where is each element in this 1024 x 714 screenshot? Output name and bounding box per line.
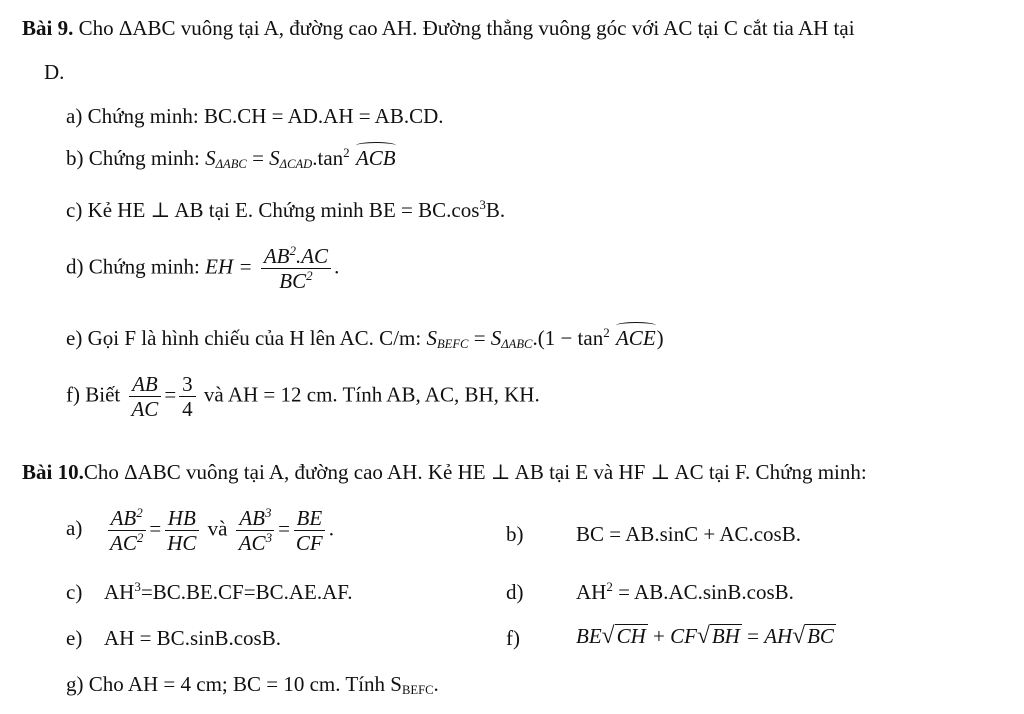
bai10-e-label: e) (66, 626, 83, 650)
bai9-c-text: c) Kẻ HE ⊥ AB tại E. Chứng minh BE = BC.cos (66, 198, 480, 222)
bai9-d-den-sup: 2 (306, 268, 313, 284)
bai9-part-f (66, 372, 540, 421)
bai9-f-frac1-num: AB (129, 372, 161, 397)
bai10-f-r1: CH (616, 624, 646, 648)
bai9-b-angle: ACB (355, 146, 396, 170)
bai9-part-e (66, 326, 664, 352)
bai9-f-frac2-num: 3 (179, 372, 196, 397)
bai10-a-f3-num: AB (239, 506, 265, 530)
bai10-d-sup: 2 (606, 579, 613, 594)
bai9-e-mid: .(1 − tan (532, 326, 604, 350)
bai10-intro (22, 460, 867, 485)
bai9-c-sup: 3 (479, 197, 486, 212)
bai10-d-pre: AH (576, 580, 607, 604)
bai10-a-f1-num: AB (110, 506, 137, 530)
bai9-part-d (66, 244, 339, 293)
bai9-intro-line1 (22, 16, 855, 41)
bai10-a-eq1: = (149, 516, 162, 541)
bai9-f-frac2 (179, 372, 196, 421)
bai10-a-f1-den-sup: 2 (136, 530, 144, 546)
bai10-a-f3-den-sup: 3 (265, 530, 273, 546)
bai10-a-f1-den: AC (110, 531, 137, 556)
bai9-d-fraction (261, 244, 331, 293)
bai10-a-label: a) (66, 516, 83, 541)
bai10-d-post: = AB.AC.sinB.cosB. (612, 580, 794, 604)
bai10-b-label: b) (506, 522, 524, 546)
bai10-f-eq: = (741, 624, 765, 648)
bai9-a-label: a) Chứng minh: (66, 104, 204, 128)
bai10-a-f3-num-sup: 3 (264, 505, 272, 520)
bai10-f-sqrt1: √CH (601, 623, 646, 649)
bai10-f-sqrt3: √BC (792, 623, 834, 649)
bai10-f-r2: BH (711, 624, 740, 648)
bai9-b-eq: = (246, 146, 270, 170)
bai9-part-c (66, 198, 505, 223)
bai9-title: Bài 9. (22, 16, 74, 40)
bai9-f-frac1 (128, 372, 161, 421)
bai9-part-a (66, 104, 444, 129)
bai9-d-label: d) Chứng minh: (66, 254, 206, 279)
bai9-e-sub2: ΔABC (501, 337, 533, 352)
bai10-f-t2: CF (670, 624, 697, 648)
bai9-b-sub1: ΔABC (215, 157, 247, 172)
bai9-f-frac1-den: AC (131, 397, 159, 422)
bai10-row-ab (66, 506, 986, 555)
bai10-a-dot: . (328, 516, 335, 541)
bai10-a-frac1 (107, 506, 146, 555)
bai9-b-label: b) Chứng minh: (66, 146, 206, 170)
bai9-e-sub1: BEFC (436, 337, 469, 352)
bai9-e-sup: 2 (603, 325, 610, 340)
bai9-d-num-base: AB (263, 244, 290, 268)
bai9-d-num-rest: .AC (295, 244, 329, 268)
bai9-d-lhs: EH = (205, 254, 258, 279)
bai10-f-expr (576, 622, 836, 650)
bai10-intro-text: Cho ΔABC vuông tại A, đường cao AH. Kẻ HE ⊥ AB tại E và HF ⊥ AC tại F. Chứng minh: (83, 460, 867, 484)
bai10-a-f1-num-sup: 2 (136, 505, 143, 520)
bai10-g-post: . (433, 672, 439, 696)
bai9-part-b (66, 146, 397, 172)
bai9-e-s1: S (426, 326, 437, 350)
bai10-f-t1: BE (576, 624, 602, 648)
bai10-a-f2-num: HB (165, 506, 199, 531)
bai9-a-expr: BC.CH = AD.AH = AB.CD. (203, 104, 444, 128)
bai9-e-s2: S (490, 326, 502, 350)
bai9-b-sub2: ΔCAD (279, 157, 313, 172)
bai9-e-label: e) Gọi F là hình chiếu của H lên AC. C/m: (66, 326, 427, 350)
bai9-e-angle: ACE (615, 326, 656, 350)
bai10-e-expr: AH = BC.sinB.cosB. (104, 626, 281, 650)
bai9-f-label: f) Biết (66, 382, 126, 407)
bai9-d-den-base: BC (279, 269, 307, 294)
bai10-g-pre: g) Cho AH = 4 cm; BC = 10 cm. Tính S (66, 672, 402, 696)
bai9-intro-text: Cho ΔABC vuông tại A, đường cao AH. Đường thẳng vuông góc với AC tại C cắt tia AH tại (73, 16, 855, 40)
bai10-a-frac4 (293, 506, 326, 555)
bai9-f-frac2-den: 4 (182, 397, 193, 422)
bai10-part-g (66, 672, 439, 698)
bai10-g-sub: BEFC (401, 683, 434, 698)
bai10-c-label: c) (66, 580, 83, 604)
bai10-d-expr (576, 580, 794, 605)
bai10-a-f4-den: CF (295, 531, 323, 556)
bai10-a-frac3 (236, 506, 275, 555)
bai10-title: Bài 10. (22, 460, 84, 484)
bai10-c-sup: 3 (134, 579, 141, 594)
bai10-row-ef (66, 623, 986, 651)
bai9-b-s1: S (205, 146, 216, 170)
bai10-a-eq2: = (278, 516, 290, 541)
bai10-c-post: =BC.BE.CF=BC.AE.AF. (140, 580, 353, 604)
bai9-d-num-sup: 2 (289, 243, 296, 258)
bai10-c-pre: AH (104, 580, 135, 604)
bai10-a-f3-den: AC (238, 531, 266, 556)
bai10-d-label: d) (506, 580, 524, 604)
bai9-b-tan: .tan (312, 146, 344, 170)
bai10-a-f4-num: BE (294, 506, 326, 531)
bai9-c-post: B. (485, 198, 506, 222)
bai9-f-eq: = (164, 382, 177, 407)
bai9-intro-line2: D. (44, 60, 65, 84)
bai9-e-close: ) (656, 326, 664, 350)
bai10-row-cd (66, 580, 986, 605)
bai9-e-eq: = (468, 326, 491, 350)
bai9-f-post: và AH = 12 cm. Tính AB, AC, BH, KH. (198, 382, 540, 407)
bai9-b-s2: S (269, 146, 280, 170)
bai10-a-frac2 (164, 506, 199, 555)
bai9-b-sup: 2 (343, 145, 350, 160)
bai10-a-f2-den: HC (167, 531, 197, 556)
bai10-f-r3: BC (807, 624, 834, 648)
bai9-d-post: . (334, 254, 340, 279)
bai10-f-t3: AH (764, 624, 793, 648)
bai10-f-sqrt2: √BH (696, 623, 740, 649)
bai10-f-plus: + (647, 624, 671, 648)
bai10-b-expr: BC = AB.sinC + AC.cosB. (576, 522, 801, 546)
bai10-a-va: và (202, 516, 233, 541)
bai10-f-label: f) (506, 626, 520, 650)
